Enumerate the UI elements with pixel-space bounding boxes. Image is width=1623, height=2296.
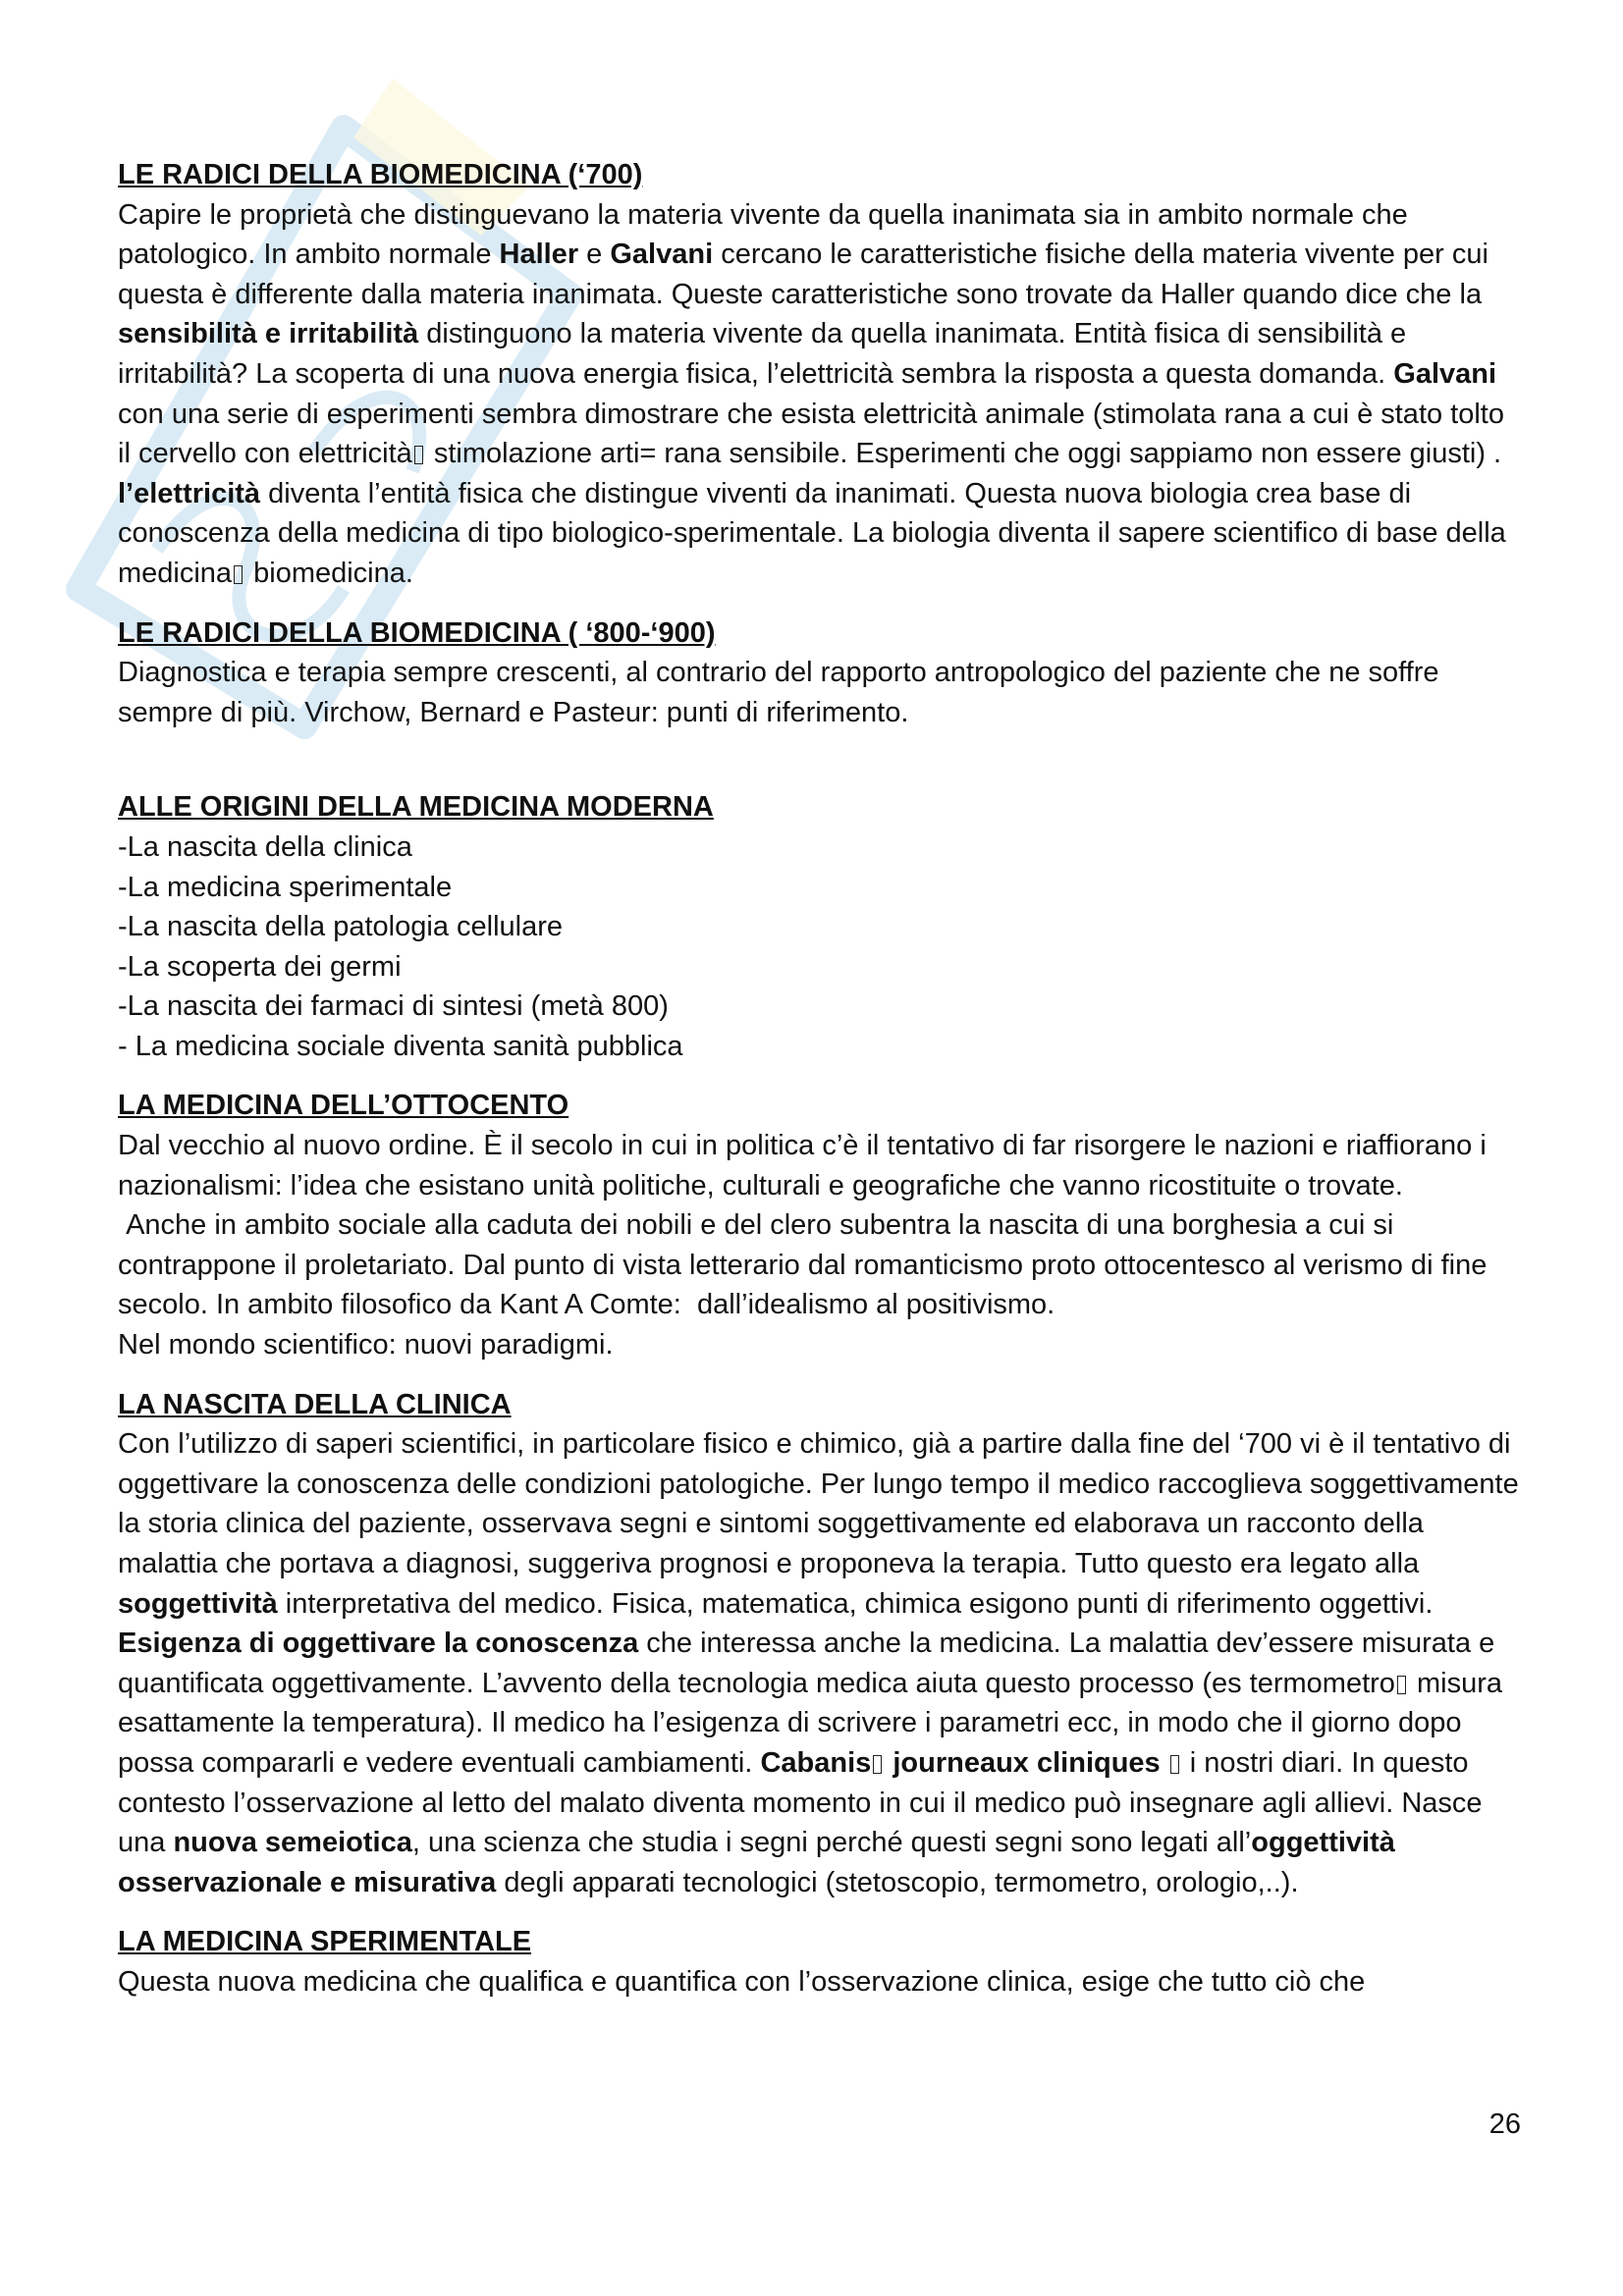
text-run: con una serie di esperimenti sembra dimostrare che esista elettricità animale (stimolata rana a cui è stato tolto il cervello con elettricità bbox=[118, 398, 1504, 470]
list-item: -La nascita della patologia cellulare bbox=[118, 911, 564, 943]
text-run: Capire le proprietà che distinguevano la materia vivente da quella inanimata sia in ambito normale che patologico. In ambito normale bbox=[118, 198, 1408, 271]
section-title: ALLE ORIGINI DELLA MEDICINA MODERNA bbox=[118, 791, 714, 824]
text-run: distinguono la materia vivente da quella inanimata. Entità fisica di sensibilità e irritabilità? La scoperta di una nuova energia fisica, l’elettricità sembra la risposta a questa domanda. bbox=[118, 318, 1407, 390]
section-title: LE RADICI DELLA BIOMEDICINA ( ‘800-‘900) bbox=[118, 616, 716, 649]
missing-glyph-box-icon bbox=[1170, 1755, 1179, 1774]
section-medicina-ottocento bbox=[118, 1086, 1522, 1364]
missing-glyph-box-icon bbox=[873, 1755, 882, 1774]
section-origini-medicina-moderna bbox=[118, 787, 1522, 1066]
section-title: LA NASCITA DELLA CLINICA bbox=[118, 1388, 512, 1420]
bold-text: journeaux cliniques bbox=[885, 1746, 1168, 1779]
text-run: , una scienza che studia i segni perché questi segni sono legati all’ bbox=[411, 1827, 1252, 1859]
bold-text: Cabanis bbox=[760, 1746, 872, 1779]
section-paragraph: Nel mondo scientifico: nuovi paradigmi. bbox=[118, 1329, 614, 1362]
section-paragraph bbox=[118, 653, 1522, 732]
bold-text: sensibilità e irritabilità bbox=[118, 318, 419, 350]
missing-glyph-box-icon bbox=[234, 565, 243, 584]
section-nascita-clinica bbox=[118, 1385, 1522, 1903]
text-run: Questa nuova medicina che qualifica e quantifica con l’osservazione clinica, esige che tutto ciò che bbox=[118, 1965, 1366, 1998]
page-number: 26 bbox=[1488, 2109, 1521, 2140]
text-run: Diagnostica e terapia sempre crescenti, al contrario del rapporto antropologico del paziente che ne soffre sempre di più. Virchow, Bernard e Pasteur: punti di riferimento. bbox=[118, 657, 1439, 728]
bold-text: soggettività bbox=[118, 1587, 278, 1620]
bold-text: oggettività osservazionale e misurativa bbox=[118, 1827, 1395, 1898]
list-item: - La medicina sociale diventa sanità pubblica bbox=[118, 1030, 683, 1062]
text-run: cercano le caratteristiche fisiche della materia vivente per cui questa è differente dalla materia inanimata. Queste caratteristiche sono trovate da Haller quando dice che la bbox=[118, 239, 1488, 310]
section-paragraph bbox=[118, 1962, 1522, 2002]
text-run: misura esattamente la temperatura). Il medico ha l’esigenza di scrivere i parametri ecc, in modo che il giorno dopo possa compararli e vedere eventuali cambiamenti. bbox=[118, 1667, 1503, 1779]
bold-text: nuova semeiotica bbox=[173, 1827, 412, 1859]
text-run: diventa l’entità fisica che distingue viventi da inanimati. Questa nuova biologia crea base di conoscenza della medicina di tipo biologico-sperimentale. La biologia diventa il sapere scientifico di base della medicina bbox=[118, 477, 1506, 589]
text-run: i nostri diari. In questo contesto l’osservazione al letto del malato diventa momento in cui il medico può insegnare agli allievi. Nasce una bbox=[118, 1746, 1483, 1859]
bold-text: l’elettricità bbox=[118, 477, 261, 509]
list-item: -La nascita dei farmaci di sintesi (metà 800) bbox=[118, 990, 669, 1023]
section-radici-800-900 bbox=[118, 614, 1522, 733]
text-run: Con l’utilizzo di saperi scientifici, in particolare fisico e chimico, già a partire dalla fine del ‘700 vi è il tentativo di oggettivare la conoscenza delle condizioni patologiche. Per lungo tempo il medico raccoglieva soggettivamente la storia clinica del paziente, osservava segni e sintomi soggettivamente ed elaborava un racconto della malattia che portava a diagnosi, suggeriva prognosi e proponeva la terapia. Tutto questo era legato alla bbox=[118, 1428, 1519, 1579]
section-title: LA MEDICINA SPERIMENTALE bbox=[118, 1926, 532, 1958]
bold-text: Esigenza di oggettivare la conoscenza bbox=[118, 1628, 639, 1660]
text-run: stimolazione arti= rana sensibile. Esperimenti che oggi sappiamo non essere giusti) . bbox=[425, 438, 1502, 470]
text-run: biomedicina. bbox=[245, 557, 413, 589]
text-run: e bbox=[578, 239, 611, 271]
section-paragraph bbox=[118, 195, 1522, 594]
section-title: LA MEDICINA DELL’OTTOCENTO bbox=[118, 1090, 569, 1122]
section-paragraph: Anche in ambito sociale alla caduta dei nobili e del clero subentra la nascita di una borghesia a cui si contrappone il proletariato. Dal punto di vista letterario dal romanticismo proto ottocentesco al verismo di fine secolo. In ambito filosofico da Kant A Comte: dall’idealismo al positivismo. bbox=[118, 1209, 1495, 1321]
bold-text: Haller bbox=[499, 239, 579, 271]
missing-glyph-box-icon bbox=[414, 446, 423, 464]
section-title: LE RADICI DELLA BIOMEDICINA (‘700) bbox=[118, 159, 643, 190]
missing-glyph-box-icon bbox=[1397, 1676, 1406, 1694]
section-medicina-sperimentale bbox=[118, 1922, 1522, 2002]
list-item: -La medicina sperimentale bbox=[118, 871, 453, 903]
text-run: che interessa anche la medicina. La malattia dev’essere misurata e quantificata oggettivamente. L’avvento della tecnologia medica aiuta questo processo (es termometro bbox=[118, 1628, 1495, 1699]
bold-text: Galvani bbox=[610, 239, 714, 271]
text-run: interpretativa del medico. Fisica, matematica, chimica esigono punti di riferimento oggettivi. bbox=[277, 1587, 1434, 1620]
section-radici-700 bbox=[118, 155, 1522, 594]
document-page bbox=[118, 155, 1522, 2022]
bold-text: Galvani bbox=[1393, 357, 1497, 390]
section-paragraph bbox=[118, 1424, 1522, 1902]
list-item: -La nascita della clinica bbox=[118, 830, 412, 863]
section-paragraph: Dal vecchio al nuovo ordine. È il secolo in cui in politica c’è il tentativo di far risorgere le nazioni e riaffiorano i nazionalismi: l’idea che esistano unità politiche, culturali e geografiche che vanno ricostituite o trovate. bbox=[118, 1130, 1487, 1201]
text-run: degli apparati tecnologici (stetoscopio, termometro, orologio,..). bbox=[496, 1866, 1299, 1898]
list-item: -La scoperta dei germi bbox=[118, 950, 402, 983]
